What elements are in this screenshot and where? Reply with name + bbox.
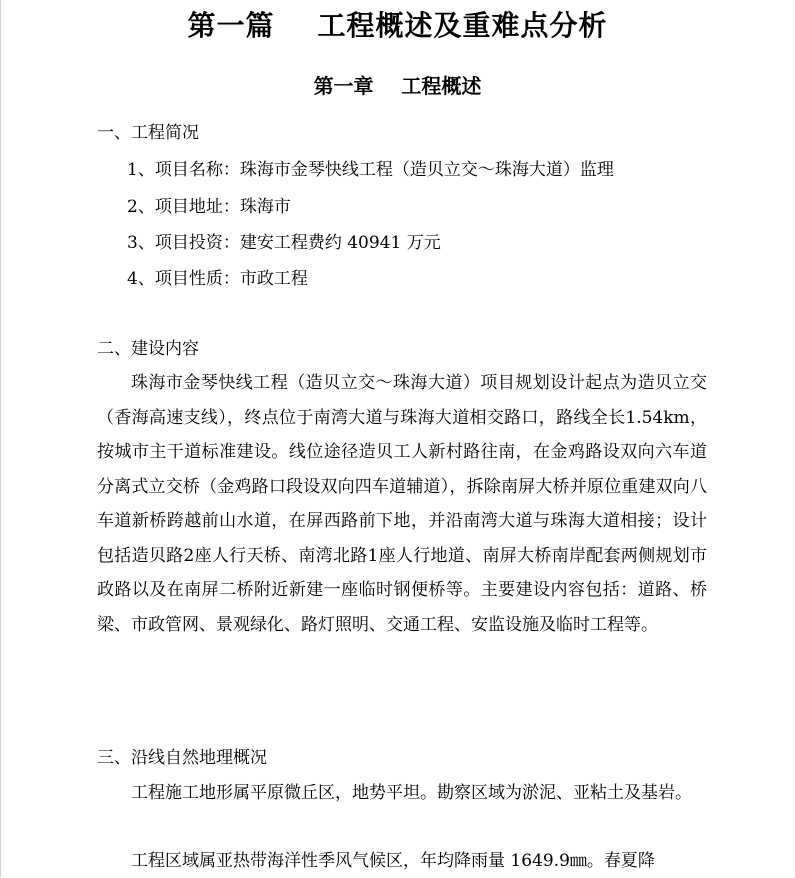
climate-paragraph: 工程区域属亚热带海洋性季风气候区，年均降雨量 1649.9㎜。春夏降 [131,851,655,871]
part-title: 第一篇 工程概述及重难点分析 [187,9,608,42]
construction-content-paragraph: 珠海市金琴快线工程（造贝立交～珠海大道）项目规划设计起点为造贝立交（香海高速支线），终点位于南湾大道与珠海大道相交路口，路线全长1.54km，按城市主干道标准建设。线位途径造贝工人新村路往南，在金鸡路设双向六车道分离式立交桥（金鸡路口段设双向四车道辅道），拆除南屏大桥并原位重建双向八车道新桥跨越前山水道，在屏西路前下地，并沿南湾大道与珠海大道相接；设计包括造贝路2座人行天桥、南湾北路1座人行地道、南屏大桥南岸配套两侧规划市政路以及在南屏二桥附近新建一座临时钢便桥等。主要建设内容包括：道路、桥梁、市政管网、景观绿化、路灯照明、交通工程、安监设施及临时工程等。 [97,373,707,635]
project-name-item: 1、项目名称：珠海市金琴快线工程（造贝立交～珠海大道）监理 [127,160,614,180]
section-heading-project-overview: 一、工程简况 [97,123,199,143]
project-nature-item: 4、项目性质：市政工程 [127,269,308,289]
chapter-title: 第一章 工程概述 [313,74,482,98]
section-heading-construction-content: 二、建设内容 [97,339,199,359]
section-heading-natural-geography: 三、沿线自然地理概况 [97,748,267,768]
page-edge-divider [0,0,1,877]
project-investment-item: 3、项目投资：建安工程费约 40941 万元 [127,233,441,253]
project-address-item: 2、项目地址：珠海市 [127,197,291,217]
terrain-paragraph: 工程施工地形属平原微丘区，地势平坦。勘察区域为淤泥、亚粘土及基岩。 [131,783,692,803]
